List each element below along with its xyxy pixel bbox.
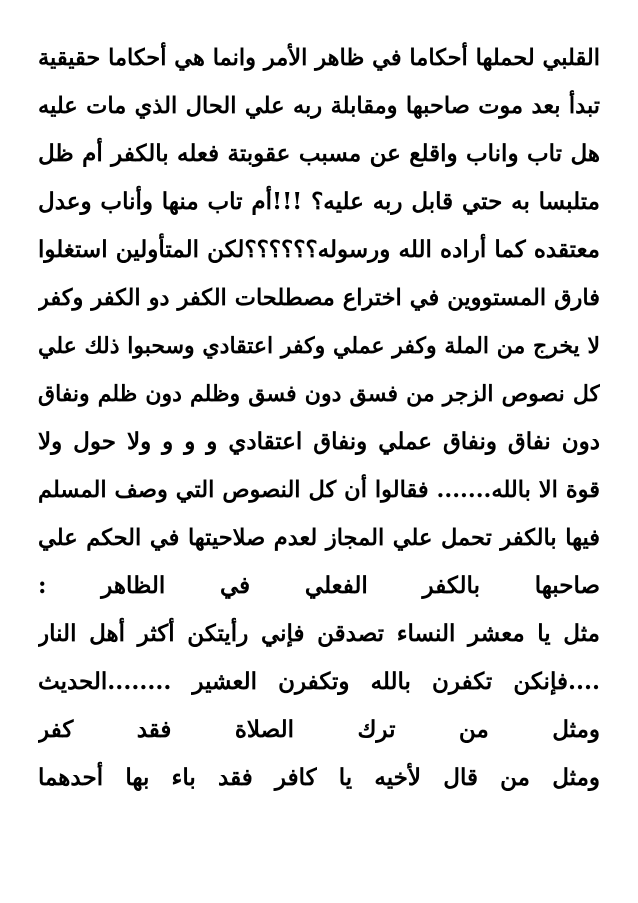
text-line: فارق المستووين في اختراع مصطلحات الكفر دو الكفر وكفر — [38, 285, 600, 311]
text-line: هل تاب واناب واقلع عن مسبب عقوبتة فعله بالكفر أم ظل — [38, 140, 600, 167]
text-line: كل نصوص الزجر من فسق دون فسق وظلم دون ظلم ونفاق — [38, 381, 600, 407]
text-line: ومثل من ترك الصلاة فقد كفر — [38, 716, 600, 743]
text-line: متلبسا به حتي قابل ربه عليه؟ !!!أم تاب منها وأناب وعدل — [38, 188, 600, 215]
text-line: ومثل من قال لأخيه يا كافر فقد باء بها أحدهما — [38, 764, 600, 791]
text-line: تبدأ بعد موت صاحبها ومقابلة ربه علي الحال الذي مات عليه — [38, 93, 600, 119]
text-line: ....فإنكن تكفرن بالله وتكفرن العشير ........الحديث — [38, 668, 600, 695]
text-line: القلبي لحملها أحكاما في ظاهر الأمر وانما هي أحكاما حقيقية — [38, 45, 600, 71]
text-line: معتقده كما أراده الله ورسوله؟؟؟؟؟؟لكن المتأولين استغلوا — [38, 236, 600, 263]
text-line: صاحبها بالكفر الفعلي في الظاهر : — [38, 572, 600, 599]
text-line: فيها بالكفر تحمل علي المجاز لعدم صلاحيتها في الحكم علي — [38, 525, 600, 551]
text-line: مثل يا معشر النساء تصدقن فإني رأيتكن أكثر أهل النار — [38, 620, 600, 647]
text-line: قوة الا بالله....... فقالوا أن كل النصوص التي وصف المسلم — [38, 477, 600, 503]
text-line: لا يخرج من الملة وكفر عملي وكفر اعتقادي وسحبوا ذلك علي — [38, 333, 600, 359]
text-line: دون نفاق ونفاق عملي ونفاق اعتقادي و و و ولا حول ولا — [38, 428, 600, 455]
